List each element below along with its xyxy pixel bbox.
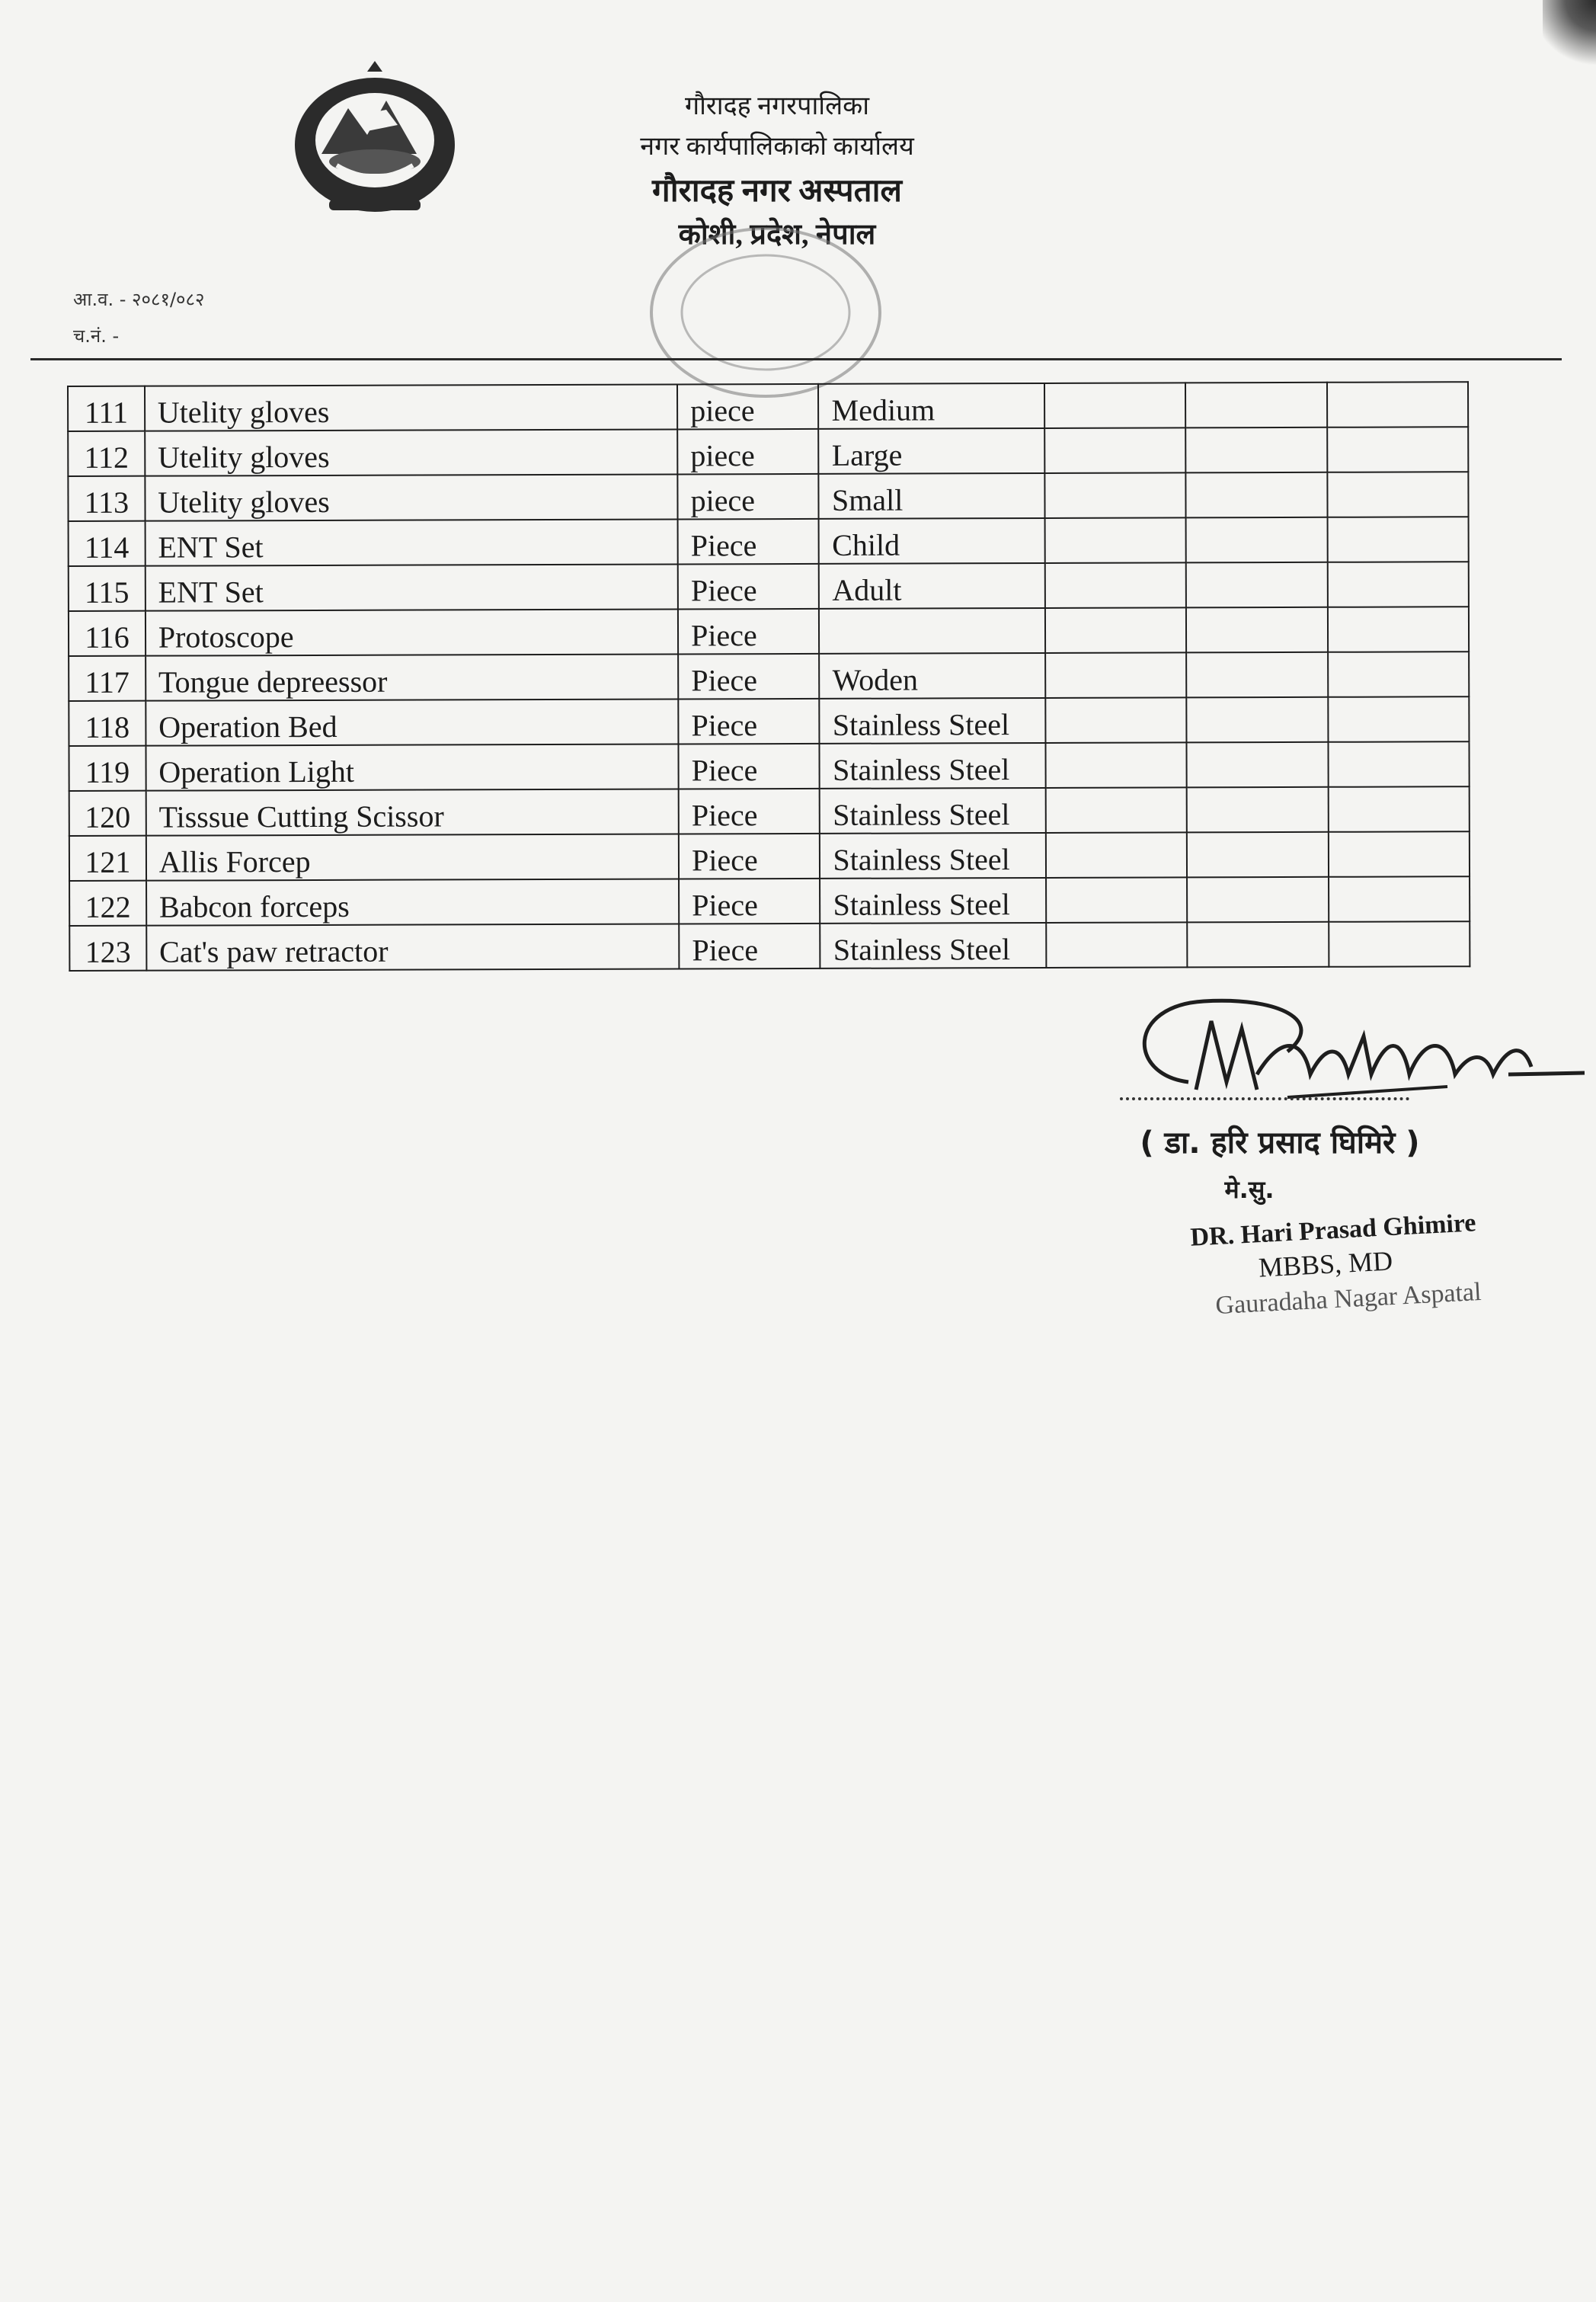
row-unit: Piece	[679, 789, 820, 834]
row-serial-number: 117	[69, 656, 146, 701]
dispatch-number: च.नं. -	[73, 325, 120, 347]
row-empty-cell	[1328, 696, 1470, 742]
row-empty-cell	[1187, 832, 1329, 878]
row-empty-cell	[1045, 697, 1187, 743]
table-row	[69, 562, 1469, 611]
row-empty-cell	[1045, 787, 1187, 833]
row-empty-cell	[1186, 517, 1328, 563]
items-table	[67, 381, 1470, 972]
row-unit: Piece	[679, 834, 820, 879]
table-row	[69, 696, 1469, 746]
row-empty-cell	[1327, 427, 1469, 472]
nepal-emblem-icon	[283, 55, 466, 223]
table-row	[69, 652, 1469, 701]
row-empty-cell	[1186, 652, 1328, 698]
row-serial-number: 123	[69, 926, 146, 971]
table-row	[69, 831, 1470, 881]
row-empty-cell	[1186, 472, 1328, 518]
row-item-name: Allis Forcep	[146, 834, 679, 880]
row-specification: Stainless Steel	[820, 788, 1045, 834]
row-specification: Stainless Steel	[820, 698, 1045, 744]
table-row	[69, 607, 1469, 656]
fiscal-year: आ.व. - २०८१/०८२	[73, 289, 205, 310]
row-unit: Piece	[678, 609, 820, 655]
table-row	[69, 517, 1469, 566]
row-specification: Stainless Steel	[820, 878, 1046, 924]
row-empty-cell	[1328, 831, 1470, 877]
signatory-name-nepali: ( डा. हरि प्रसाद घिमिरे )	[1140, 1125, 1420, 1161]
row-unit: piece	[677, 429, 819, 475]
row-item-name: Operation Light	[146, 744, 678, 790]
row-unit: piece	[677, 384, 819, 430]
signatory-block	[1051, 1120, 1554, 1321]
row-specification: Woden	[820, 653, 1045, 699]
table-row	[68, 427, 1468, 476]
row-unit: Piece	[679, 879, 820, 924]
signatory-title-nepali: मे.सु.	[1224, 1175, 1275, 1204]
table-row	[69, 786, 1470, 836]
signatory-degree: MBBS, MD	[1258, 1245, 1393, 1283]
row-item-name: Cat's paw retractor	[146, 924, 679, 970]
row-serial-number: 113	[68, 476, 145, 521]
row-empty-cell	[1045, 742, 1187, 788]
row-item-name: Protoscope	[146, 609, 678, 655]
row-empty-cell	[1186, 697, 1328, 743]
signatory-name-english: DR. Hari Prasad Ghimire	[1189, 1209, 1477, 1252]
row-serial-number: 119	[69, 746, 146, 791]
row-empty-cell	[1186, 607, 1328, 653]
row-empty-cell	[1044, 383, 1186, 428]
row-empty-cell	[1046, 922, 1188, 968]
row-empty-cell	[1044, 472, 1186, 518]
row-serial-number: 111	[68, 386, 145, 431]
row-empty-cell	[1327, 472, 1469, 517]
row-empty-cell	[1328, 786, 1470, 832]
page-corner-shadow	[1543, 0, 1596, 69]
row-empty-cell	[1044, 427, 1186, 473]
row-serial-number: 121	[69, 836, 146, 881]
row-specification: Large	[819, 428, 1044, 474]
row-empty-cell	[1328, 741, 1470, 787]
row-empty-cell	[1327, 517, 1469, 562]
row-item-name: Tisssue Cutting Scissor	[146, 789, 678, 835]
row-empty-cell	[1187, 877, 1329, 923]
row-unit: Piece	[678, 654, 820, 700]
table-row	[68, 382, 1468, 431]
row-serial-number: 122	[69, 881, 146, 926]
row-empty-cell	[1187, 742, 1329, 788]
municipality-name: गौरादह नगरपालिका	[684, 92, 870, 120]
row-empty-cell	[1185, 427, 1327, 473]
office-stamp-icon	[640, 213, 891, 411]
row-unit: Piece	[679, 744, 820, 789]
row-empty-cell	[1329, 876, 1470, 922]
row-specification: Adult	[819, 563, 1044, 609]
row-serial-number: 114	[69, 521, 146, 566]
row-empty-cell	[1046, 877, 1188, 923]
header-divider	[30, 358, 1562, 360]
signature-line	[1120, 1097, 1409, 1100]
row-specification	[819, 608, 1044, 654]
hospital-name: गौरादह नगर अस्पताल	[652, 173, 902, 209]
row-empty-cell	[1046, 832, 1188, 878]
row-item-name: Operation Bed	[146, 699, 678, 745]
table-row	[69, 921, 1470, 971]
row-empty-cell	[1044, 562, 1186, 608]
row-unit: piece	[677, 474, 819, 520]
row-serial-number: 112	[68, 431, 145, 476]
row-empty-cell	[1187, 922, 1329, 968]
row-empty-cell	[1327, 607, 1469, 652]
row-empty-cell	[1186, 562, 1328, 608]
row-serial-number: 118	[69, 701, 146, 746]
row-empty-cell	[1045, 607, 1187, 653]
row-empty-cell	[1327, 562, 1469, 607]
row-empty-cell	[1327, 382, 1469, 427]
address: कोशी, प्रदेश, नेपाल	[678, 218, 876, 251]
table-row	[69, 876, 1470, 926]
row-serial-number: 115	[69, 566, 146, 611]
table-row	[68, 472, 1468, 521]
row-item-name: ENT Set	[145, 519, 677, 565]
row-item-name: Utelity gloves	[145, 384, 677, 431]
row-specification: Stainless Steel	[820, 833, 1045, 879]
row-unit: Piece	[679, 924, 820, 969]
row-empty-cell	[1044, 517, 1186, 563]
row-item-name: Utelity gloves	[145, 429, 677, 475]
row-item-name: Tongue depreessor	[146, 654, 678, 700]
row-specification: Stainless Steel	[820, 923, 1046, 969]
row-item-name: Utelity gloves	[145, 474, 677, 520]
office-name: नगर कार्यपालिकाको कार्यालय	[640, 132, 914, 161]
row-item-name: Babcon forceps	[146, 879, 679, 925]
row-empty-cell	[1329, 921, 1470, 967]
row-empty-cell	[1045, 652, 1187, 698]
row-unit: Piece	[678, 519, 820, 565]
row-unit: Piece	[678, 564, 820, 610]
row-specification: Child	[819, 518, 1044, 564]
row-serial-number: 116	[69, 611, 146, 656]
row-unit: Piece	[678, 699, 820, 744]
row-specification: Small	[819, 473, 1044, 519]
signatory-institution: Gauradaha Nagar Aspatal	[1214, 1277, 1482, 1321]
row-empty-cell	[1185, 383, 1327, 428]
row-specification: Stainless Steel	[820, 743, 1045, 789]
row-empty-cell	[1187, 787, 1329, 833]
row-specification: Medium	[818, 383, 1044, 429]
row-empty-cell	[1328, 652, 1470, 697]
row-serial-number: 120	[69, 791, 146, 836]
row-item-name: ENT Set	[146, 564, 678, 610]
signature-icon	[1097, 991, 1592, 1120]
table-row	[69, 741, 1469, 791]
